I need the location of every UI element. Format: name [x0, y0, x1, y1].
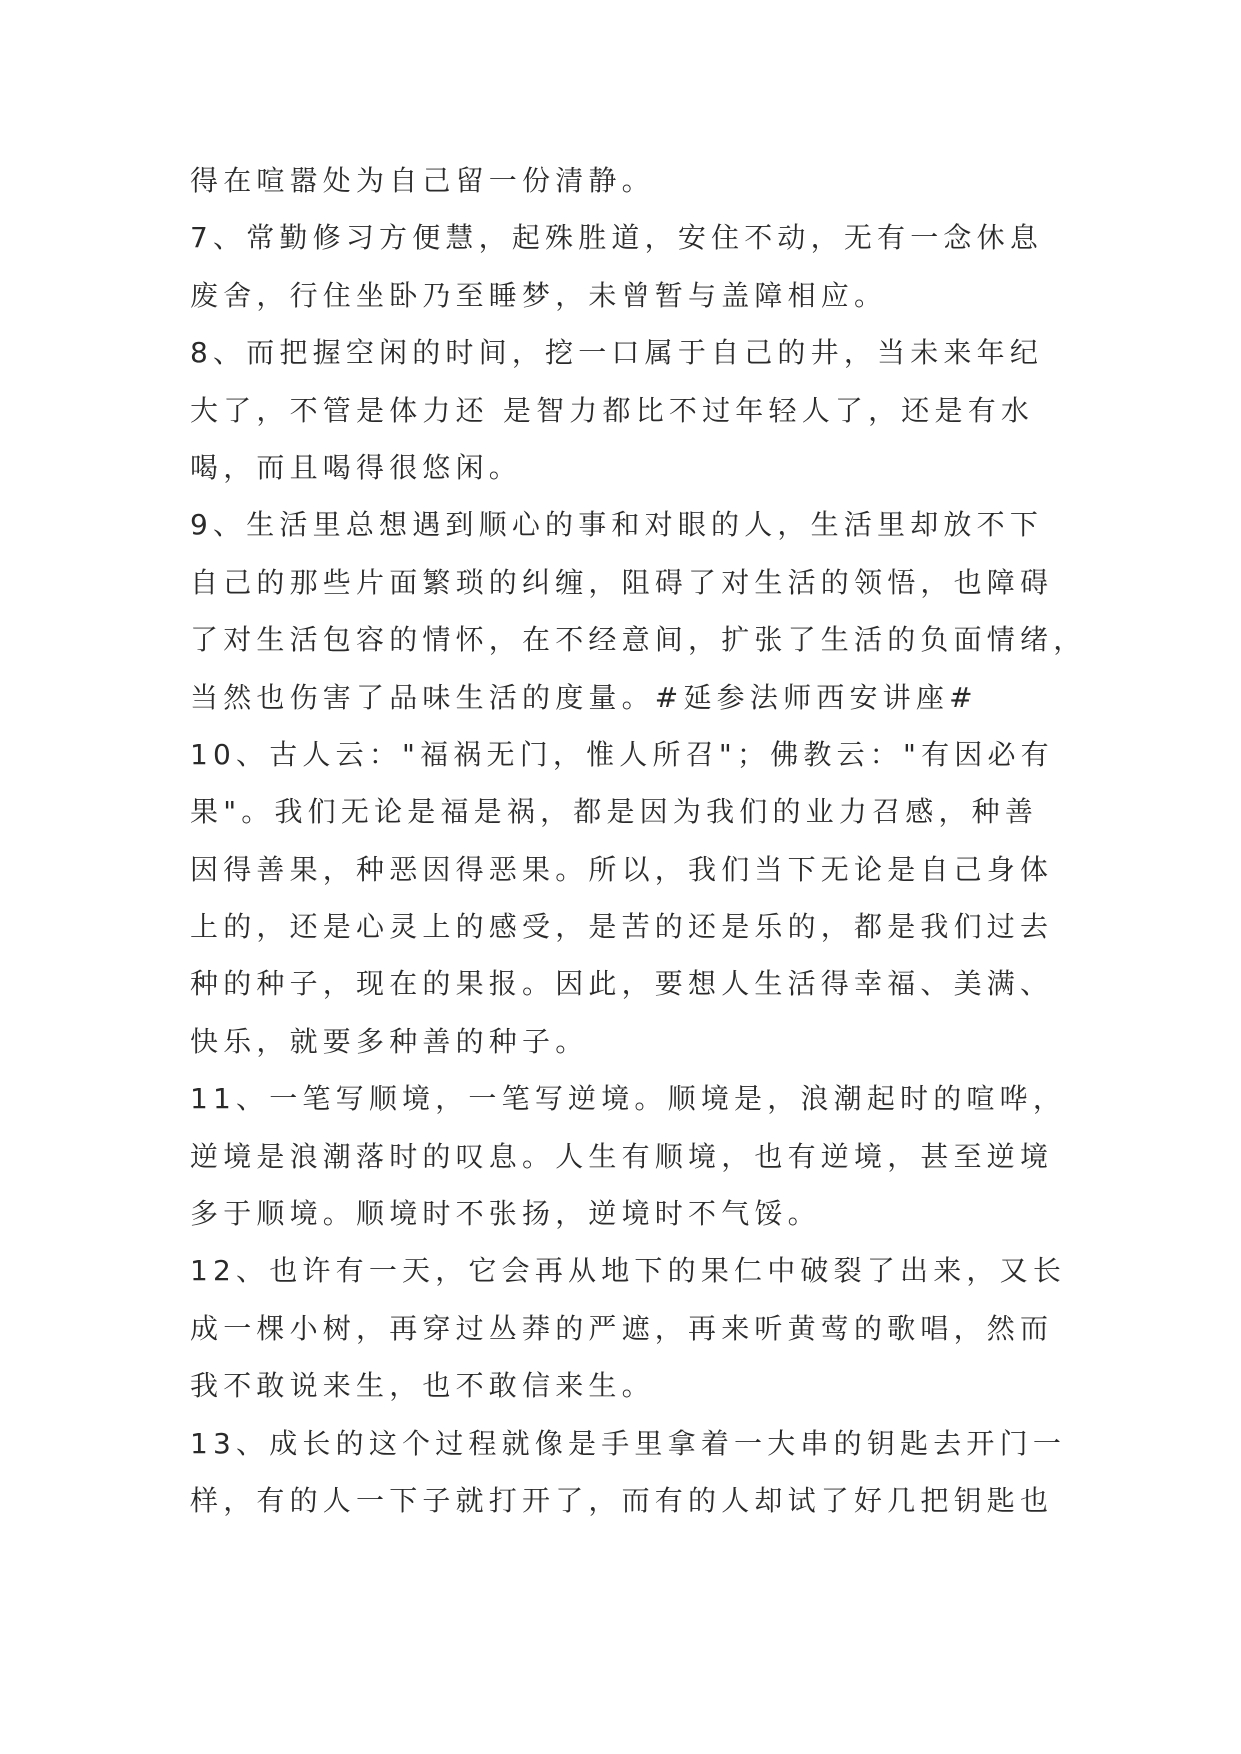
- text-line: 我不敢说来生，也不敢信来生。: [190, 1369, 655, 1403]
- text-line: 10、古人云："福祸无门，惟人所召"；佛教云："有因必有: [190, 737, 1054, 771]
- text-line: 快乐，就要多种善的种子。: [190, 1024, 589, 1058]
- text-line: 果"。我们无论是福是祸，都是因为我们的业力召感，种善: [190, 795, 1039, 829]
- text-line: 大了，不管是体力还 是智力都比不过年轻人了，还是有水: [190, 393, 1035, 427]
- text-line: 逆境是浪潮落时的叹息。人生有顺境，也有逆境，甚至逆境: [190, 1139, 1054, 1173]
- text-line: 废舍，行住坐卧乃至睡梦，未曾暂与盖障相应。: [190, 278, 888, 312]
- text-line: 因得善果，种恶因得恶果。所以，我们当下无论是自己身体: [190, 852, 1054, 886]
- text-line: 8、而把握空闲的时间，挖一口属于自己的井，当未来年纪: [190, 336, 1044, 370]
- text-line: 得在喧嚣处为自己留一份清静。: [190, 164, 655, 197]
- text-line: 9、生活里总想遇到顺心的事和对眼的人，生活里却放不下: [190, 508, 1044, 542]
- text-line: 了对生活包容的情怀，在不经意间，扩张了生活的负面情绪，: [190, 623, 1087, 657]
- text-line: 13、成长的这个过程就像是手里拿着一大串的钥匙去开门一: [190, 1426, 1067, 1460]
- text-line: 样，有的人一下子就打开了，而有的人却试了好几把钥匙也: [190, 1483, 1054, 1517]
- text-line: 自己的那些片面繁琐的纠缠，阻碍了对生活的领悟，也障碍: [190, 565, 1054, 599]
- text-line: 12、也许有一天，它会再从地下的果仁中破裂了出来，又长: [190, 1254, 1067, 1288]
- text-line: 喝，而且喝得很悠闲。: [190, 450, 523, 484]
- text-line: 种的种子，现在的果报。因此，要想人生活得幸福、美满、: [190, 967, 1054, 1001]
- text-line: 7、常勤修习方便慧，起殊胜道，安住不动，无有一念休息: [190, 221, 1044, 255]
- text-line: 11、一笔写顺境，一笔写逆境。顺境是，浪潮起时的喧哗，: [190, 1082, 1067, 1116]
- text-line: 多于顺境。顺境时不张扬，逆境时不气馁。: [190, 1197, 821, 1231]
- text-line: 当然也伤害了品味生活的度量。#延参法师西安讲座#: [190, 680, 978, 714]
- text-line: 上的，还是心灵上的感受，是苦的还是乐的，都是我们过去: [190, 910, 1054, 944]
- text-line: 成一棵小树，再穿过丛莽的严遮，再来听黄莺的歌唱，然而: [190, 1311, 1054, 1345]
- document-body: [190, 152, 1087, 1529]
